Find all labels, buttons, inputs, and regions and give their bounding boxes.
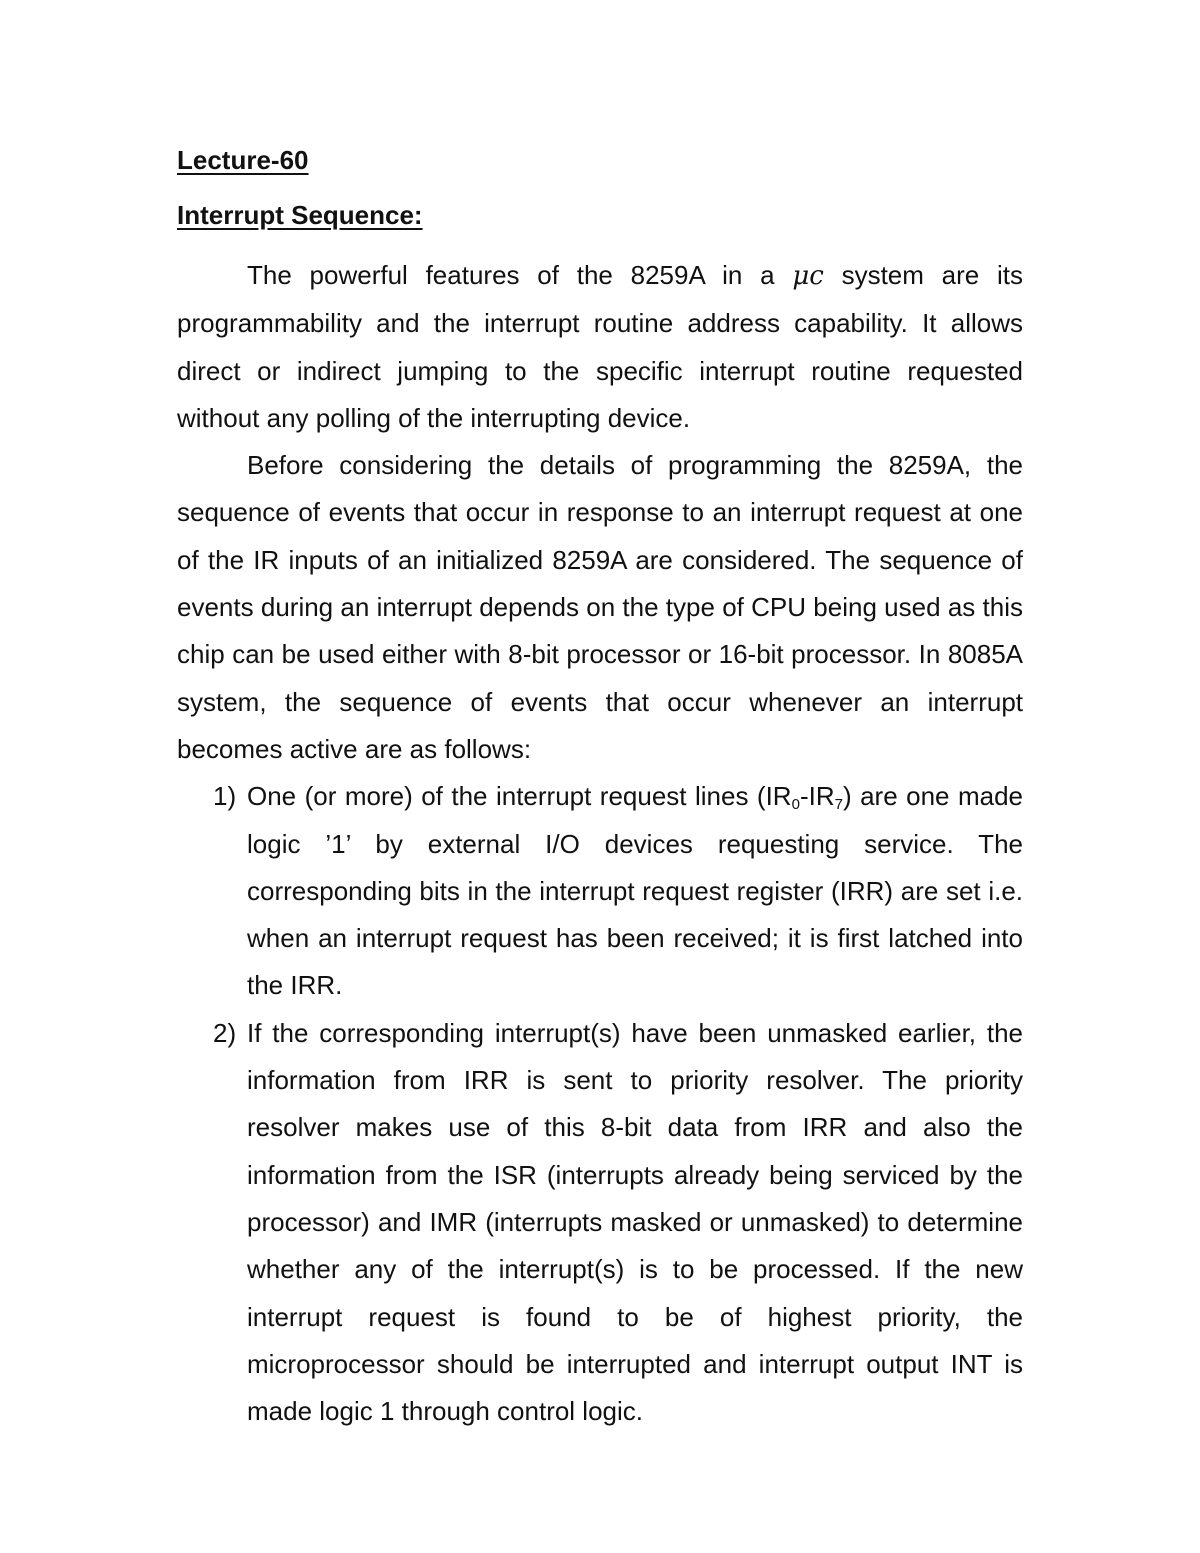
event-list <box>177 773 1023 1435</box>
paragraph-sequence: Before considering the details of programming the 8259A, the sequence of events that occur in response to an interrupt request at one of the IR inputs of an initialized 8259A are considered. The sequence of events during an interrupt depends on the type of CPU being used as this chip can be used either with 8-bit processor or 16-bit processor. In 8085A system, the sequence of events that occur whenever an interrupt becomes active are as follows: <box>177 450 1023 764</box>
subscript: 0 <box>791 796 800 814</box>
micro-symbol: μc <box>792 261 824 291</box>
list-item-number: 2) <box>213 1017 237 1048</box>
paragraph-intro <box>177 252 1023 442</box>
document-page <box>177 140 1023 1435</box>
intro-text-start: The powerful features of the 8259A in a <box>247 260 775 290</box>
intro-text-end: system are its programmability and the interrupt routine address capability. It allows direct or indirect jumping to the specific interrupt routine requested without any polling of the interrupting device. <box>177 260 1024 433</box>
item-text: -IR <box>799 781 835 812</box>
list-item <box>177 773 1023 1009</box>
list-item <box>177 1010 1023 1436</box>
item-text: One (or more) of the interrupt request lines (IR <box>247 781 792 812</box>
list-item-number: 1) <box>213 781 237 812</box>
subscript: 7 <box>834 796 843 814</box>
section-title: Interrupt Sequence: <box>177 200 423 230</box>
item-text: If the corresponding interrupt(s) have been unmasked earlier, the information from IRR is sent to priority resolver. The priority resolver makes use of this 8-bit data from IRR and also the information from the ISR (interrupts already being serviced by the processor) and IMR (interrupts masked or unmasked) to determine whether any of the interrupt(s) is to be processed. If the new interrupt request is found to be of highest priority, the microprocessor should be interrupted and interrupt output INT is made logic 1 through control logic. <box>247 1017 1023 1427</box>
lecture-title: Lecture-60 <box>177 145 309 175</box>
item-text: ) are one made logic ’1’ by external I/O devices requesting service. The corresponding bits in the interrupt request register (IRR) are set i.e. when an interrupt request has been received; it is first latched into the IRR. <box>247 781 1023 1001</box>
